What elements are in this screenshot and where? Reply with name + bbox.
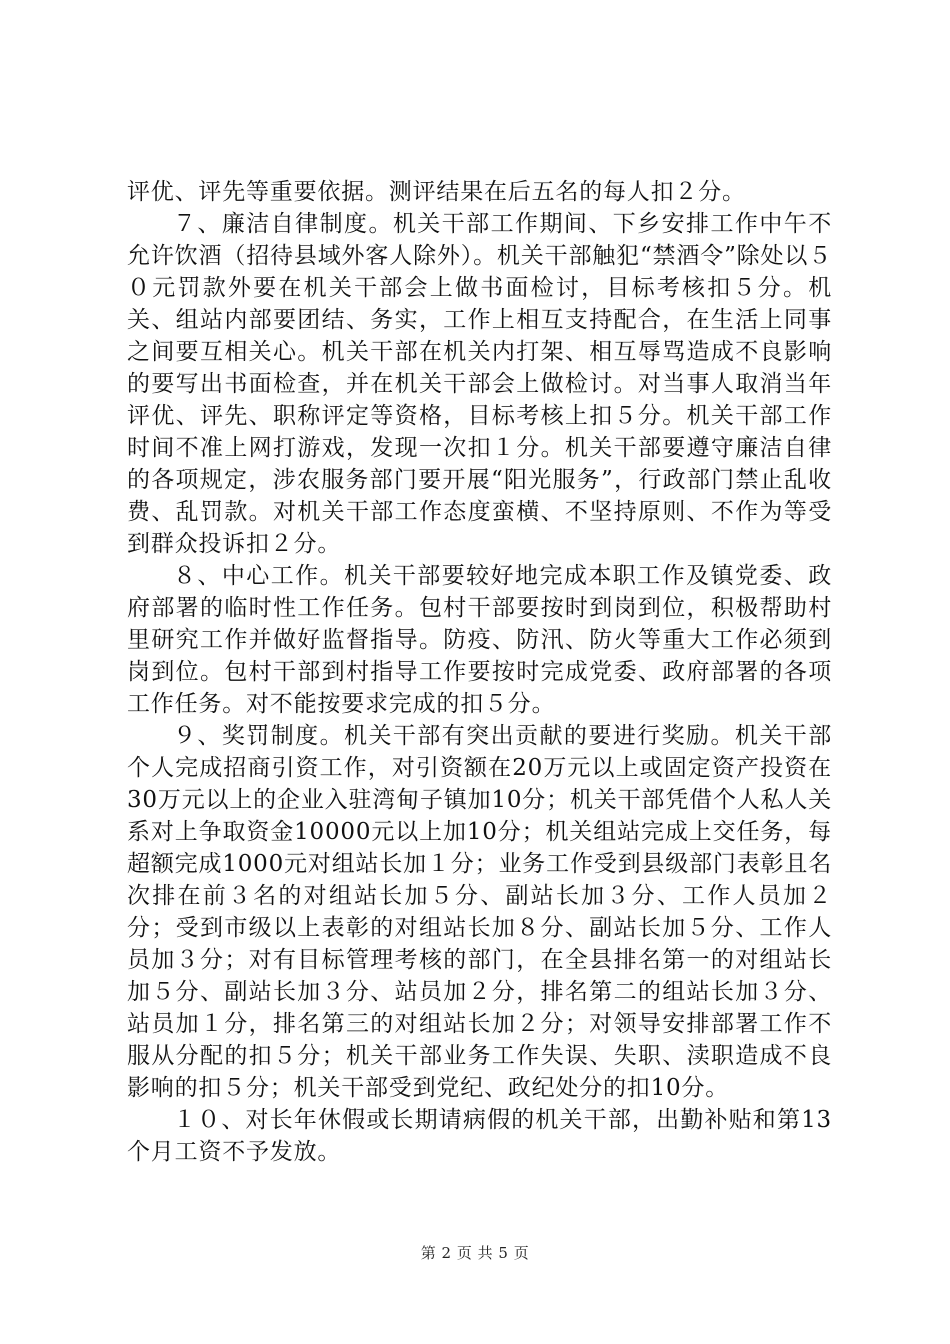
page-number-footer: 第 2 页 共 5 页 (420, 1244, 530, 1262)
paragraph-item-7: ７、廉洁自律制度。机关干部工作期间、下乡安排工作中午不允许饮酒（招待县域外客人除外）。机关干部触犯“禁酒令”除处以５０元罚款外要在机关干部会上做书面检讨，目标考核扣５分。机关、组站内部要团结、务实，工作上相互支持配合，在生活上同事之间要互相关心。机关干部在机关内打架、相互辱骂造成不良影响的要写出书面检查，并在机关干部会上做检讨。对当事人取消当年评优、评先、职称评定等资格，目标考核上扣５分。机关干部工作时间不准上网打游戏，发现一次扣１分。机关干部要遵守廉洁自律的各项规定，涉农服务部门要开展“阳光服务”，行政部门禁止乱收费、乱罚款。对机关干部工作态度蛮横、不坚持原则、不作为等受到群众投诉扣２分。 (127, 211, 832, 557)
paragraph-item-8: ８、中心工作。机关干部要较好地完成本职工作及镇党委、政府部署的临时性工作任务。包村干部要按时到岗到位，积极帮助村里研究工作并做好监督指导。防疫、防汛、防火等重大工作必须到岗到位。包村干部到村指导工作要按时完成党委、政府部署的各项工作任务。对不能按要求完成的扣５分。 (127, 563, 832, 717)
paragraph-item-10: １０、对长年休假或长期请病假的机关干部，出勤补贴和第13个月工资不予发放。 (127, 1107, 832, 1165)
paragraph-continuation: 评优、评先等重要依据。测评结果在后五名的每人扣２分。 (127, 179, 746, 205)
paragraph-item-9: ９、奖罚制度。机关干部有突出贡献的要进行奖励。机关干部个人完成招商引资工作，对引资额在20万元以上或固定资产投资在30万元以上的企业入驻湾甸子镇加10分；机关干部凭借个人私人关系对上争取资金10000元以上加10分；机关组站完成上交任务，每超额完成1000元对组站长加１分；业务工作受到县级部门表彰且名次排在前３名的对组站长加５分、副站长加３分、工作人员加２分；受到市级以上表彰的对组站长加８分、副站长加５分、工作人员加３分；对有目标管理考核的部门，在全县排名第一的对组站长加５分、副站长加３分、站员加２分，排名第二的组站长加３分、站员加１分，排名第三的对组站长加２分；对领导安排部署工作不服从分配的扣５分；机关干部业务工作失误、失职、渎职造成不良影响的扣５分；机关干部受到党纪、政纪处分的扣10分。 (127, 723, 832, 1101)
document-body (127, 176, 832, 1168)
